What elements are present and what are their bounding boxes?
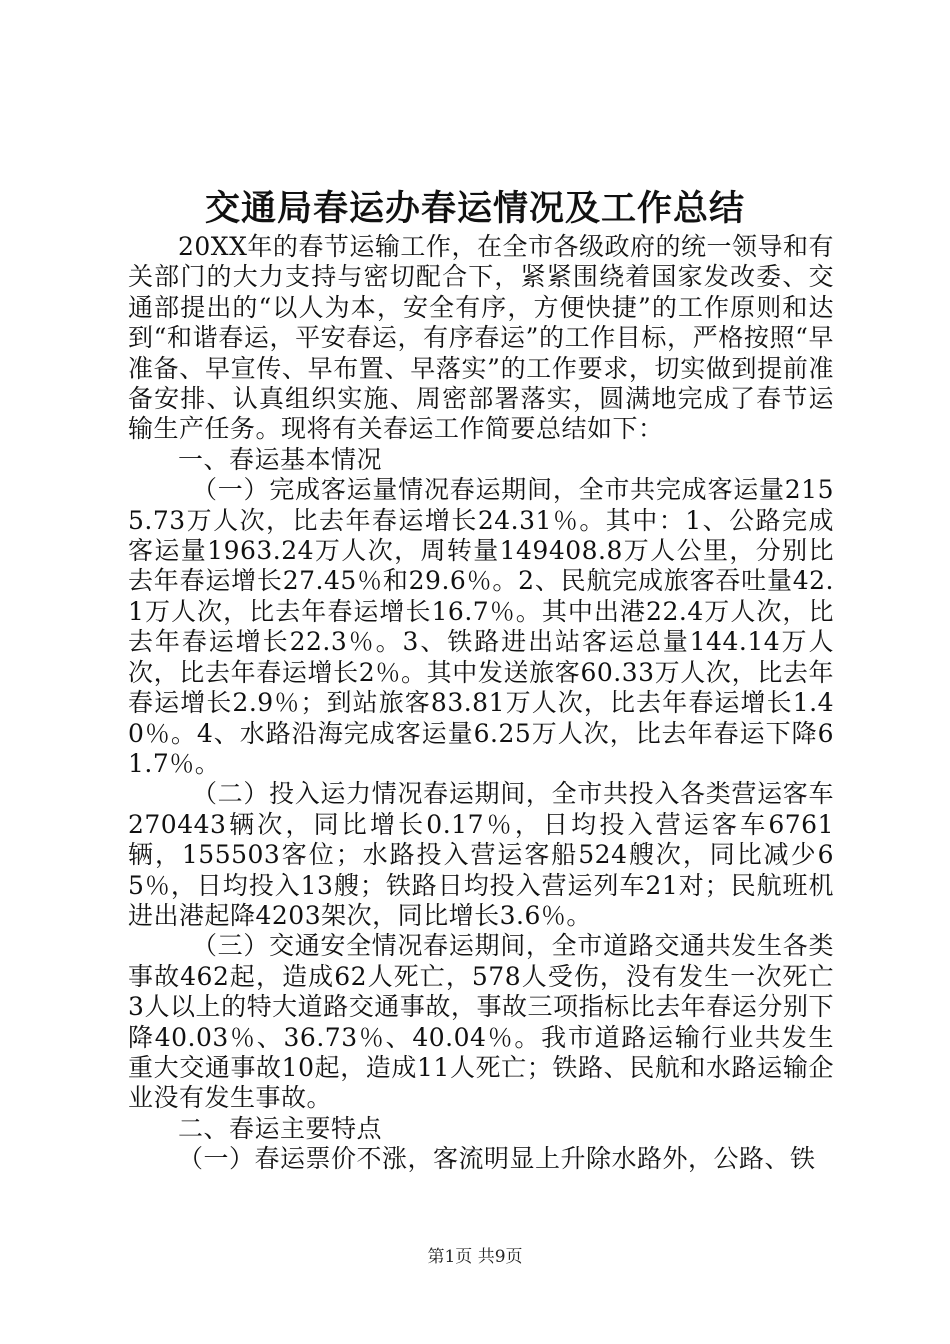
document-title: 交通局春运办春运情况及工作总结 [204, 188, 745, 229]
capacity-paragraph: （二）投入运力情况春运期间，全市共投入各类营运客车270443辆次，同比增长0.17％，日均投入营运客车6761辆，155503客位；水路投入营运客船524艘次，同比减少65％，日均投入13艘；铁路日均投入营运列车21对；民航班机进出港起降4203架次，同比增长3.6％。 [128, 779, 834, 930]
intro-paragraph: 20XX年的春节运输工作，在全市各级政府的统一领导和有关部门的大力支持与密切配合下，紧紧围绕着国家发改委、交通部提出的“以人为本，安全有序，方便快捷”的工作原则和达到“和谐春运，平安春运，有序春运”的工作目标，严格按照“早准备、早宣传、早布置、早落实”的工作要求，切实做到提前准备安排、认真组织实施、周密部署落实，圆满地完成了春节运输生产任务。现将有关春运工作简要总结如下： [128, 232, 834, 444]
document-body [128, 232, 834, 1175]
ticket-price-paragraph: （一）春运票价不涨，客流明显上升除水路外，公路、铁 [178, 1144, 816, 1174]
section-heading-main-features: 二、春运主要特点 [178, 1113, 383, 1143]
passenger-volume-paragraph: （一）完成客运量情况春运期间，全市共完成客运量2155.73万人次，比去年春运增长24.31％。其中：1、公路完成客运量1963.24万人次，周转量149408.8万人公里，分别比去年春运增长27.45％和29.6％。2、民航完成旅客吞吐量42.1万人次，比去年春运增长16.7％。其中出港22.4万人次，比去年春运增长22.3％。3、铁路进出站客运总量144.14万人次，比去年春运增长2％。其中发送旅客60.33万人次，比去年春运增长2.9％；到站旅客83.81万人次，比去年春运增长1.40％。4、水路沿海完成客运量6.25万人次，比去年春运下降61.7％。 [128, 475, 834, 778]
section-heading-basic-situation: 一、春运基本情况 [178, 444, 383, 474]
safety-paragraph: （三）交通安全情况春运期间，全市道路交通共发生各类事故462起，造成62人死亡，578人受伤，没有发生一次死亡3人以上的特大道路交通事故，事故三项指标比去年春运分别下降40.03％、36.73％、40.04％。我市道路运输行业共发生重大交通事故10起，造成11人死亡；铁路、民航和水路运输企业没有发生事故。 [128, 931, 834, 1113]
page-footer: 第1页 共9页 [427, 1247, 523, 1267]
